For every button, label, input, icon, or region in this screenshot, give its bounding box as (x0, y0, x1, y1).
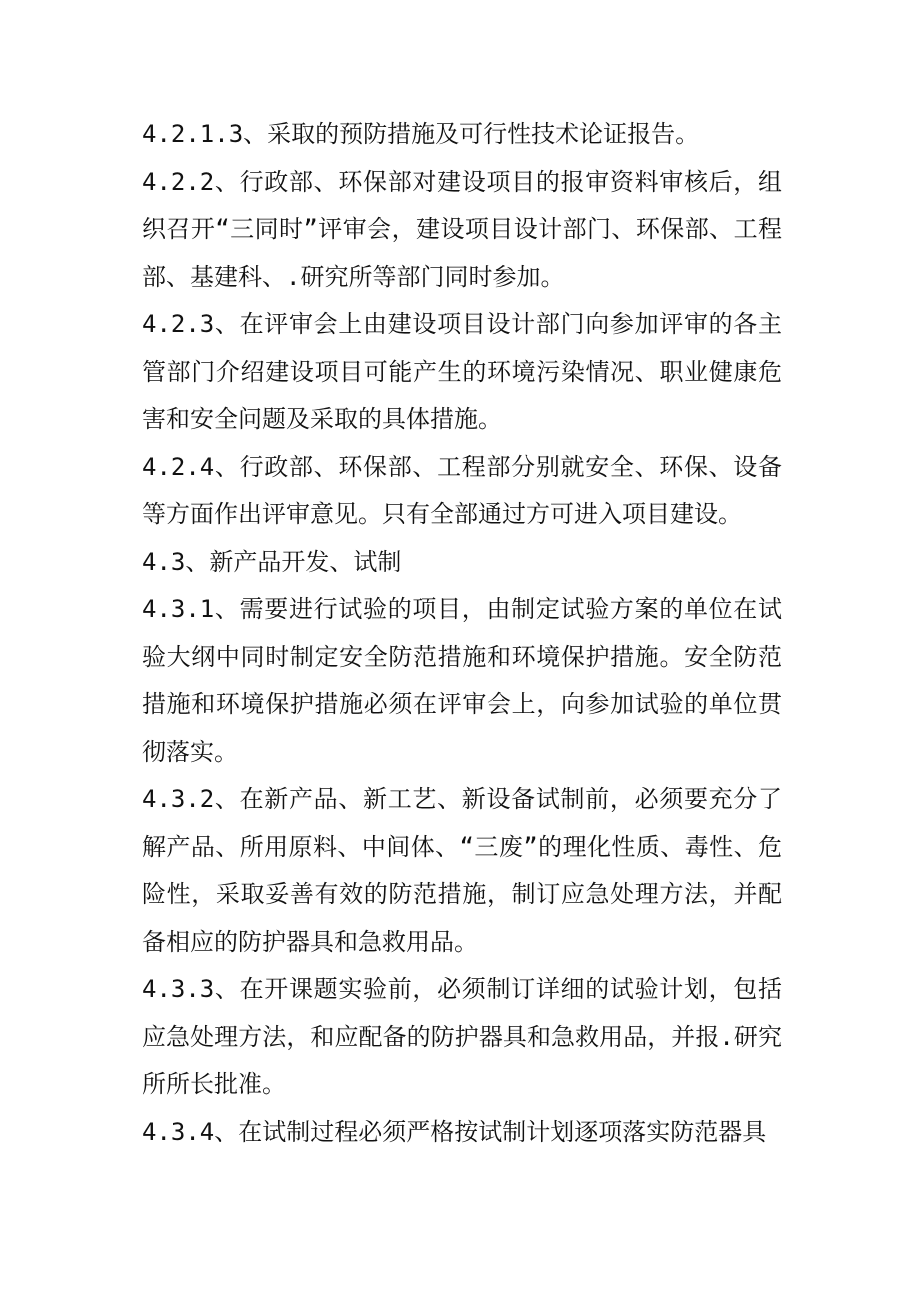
document-body (142, 111, 782, 1156)
paragraph-4-3-1: 4.3.1、需要进行试验的项目，由制定试验方案的单位在试验大纲中同时制定安全防范措施和环境保护措施。安全防范措施和环境保护措施必须在评审会上，向参加试验的单位贯彻落实。 (142, 595, 782, 766)
paragraph-4-2-1-3: 4.2.1.3、采取的预防措施及可行性技术论证报告。 (142, 120, 700, 148)
paragraph-4-2-2: 4.2.2、行政部、环保部对建设项目的报审资料审核后，组织召开“三同时”评审会，建设项目设计部门、环保部、工程部、基建科、.研究所等部门同时参加。 (142, 167, 782, 291)
paragraph-4-2-4: 4.2.4、行政部、环保部、工程部分别就安全、环保、设备等方面作出评审意见。只有全部通过方可进入项目建设。 (142, 452, 782, 528)
paragraph-4-2-3: 4.2.3、在评审会上由建设项目设计部门向参加评审的各主管部门介绍建设项目可能产生的环境污染情况、职业健康危害和安全问题及采取的具体措施。 (142, 310, 782, 433)
paragraph-4-3-2: 4.3.2、在新产品、新工艺、新设备试制前，必须要充分了解产品、所用原料、中间体、“三废”的理化性质、毒性、危险性，采取妥善有效的防范措施，制订应急处理方法，并配备相应的防护器具和急救用品。 (142, 785, 782, 956)
paragraph-4-3-4: 4.3.4、在试制过程必须严格按试制计划逐项落实防范器具 (142, 1117, 767, 1146)
paragraph-4-3-3: 4.3.3、在开课题实验前，必须制订详细的试验计划，包括应急处理方法，和应配备的防护器具和急救用品，并报.研究所所长批准。 (142, 975, 782, 1098)
section-heading-4-3: 4.3、新产品开发、试制 (142, 547, 402, 576)
